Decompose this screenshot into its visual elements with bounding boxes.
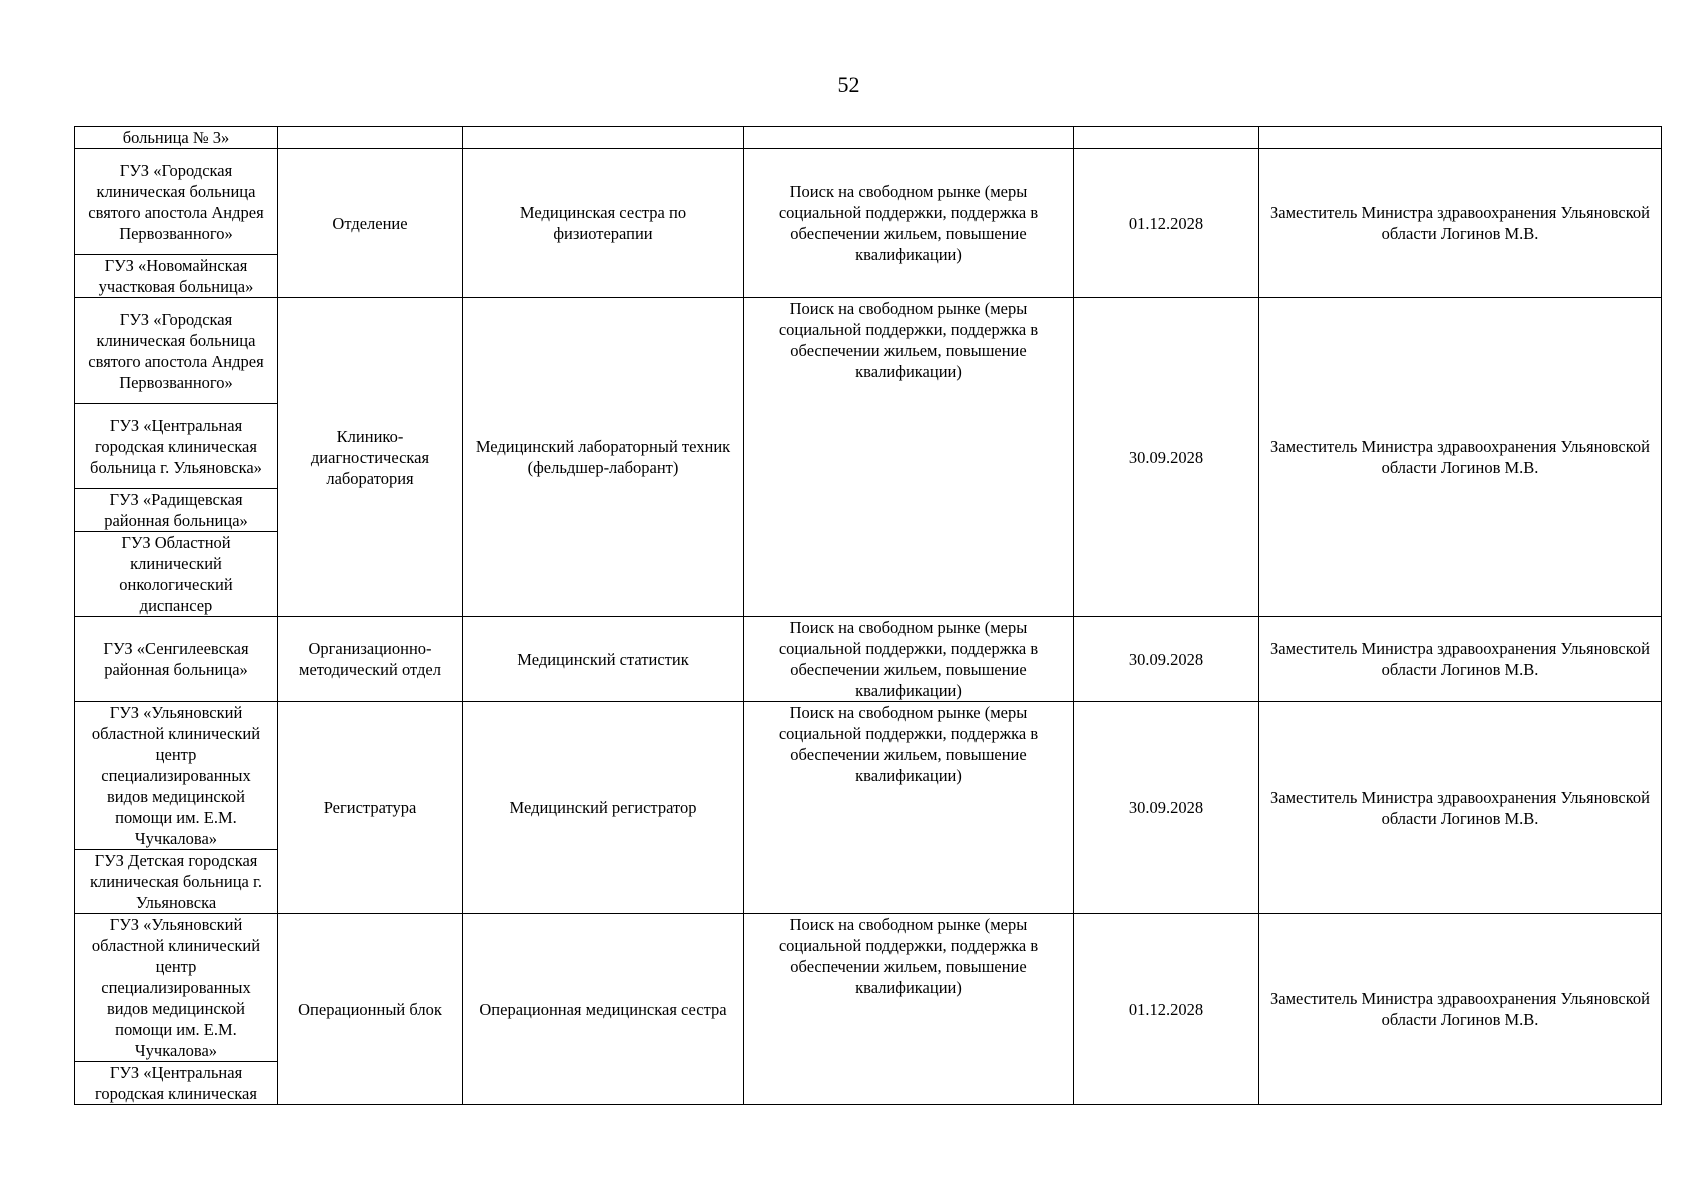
- org-cell: ГУЗ «Городская клиническая больница святого апостола Андрея Первозванного»: [75, 149, 278, 255]
- workforce-table: [74, 126, 1662, 1105]
- responsible-cell: Заместитель Министра здравоохранения Ульяновской области Логинов М.В.: [1259, 702, 1662, 914]
- measures-cell: Поиск на свободном рынке (меры социальной поддержки, поддержка в обеспечении жильем, повышение квалификации): [744, 298, 1074, 617]
- unit-cell: Организационно-методический отдел: [278, 617, 463, 702]
- org-cell: ГУЗ Детская городская клиническая больница г. Ульяновска: [75, 850, 278, 914]
- unit-cell: Отделение: [278, 149, 463, 298]
- date-cell: 01.12.2028: [1074, 914, 1259, 1105]
- date-cell: 30.09.2028: [1074, 298, 1259, 617]
- date-cell: [1074, 127, 1259, 149]
- table-row: [75, 617, 1662, 702]
- unit-cell: Клинико-диагностическая лаборатория: [278, 298, 463, 617]
- page-number: 52: [837, 72, 860, 97]
- table-row: [75, 914, 1662, 1062]
- measures-cell: Поиск на свободном рынке (меры социальной поддержки, поддержка в обеспечении жильем, повышение квалификации): [744, 149, 1074, 298]
- responsible-cell: Заместитель Министра здравоохранения Ульяновской области Логинов М.В.: [1259, 149, 1662, 298]
- position-cell: Операционная медицинская сестра: [463, 914, 744, 1105]
- table-row-carry: [75, 127, 1662, 149]
- position-cell: Медицинский регистратор: [463, 702, 744, 914]
- org-cell: ГУЗ «Сенгилеевская районная больница»: [75, 617, 278, 702]
- position-cell: Медицинский лабораторный техник (фельдшер-лаборант): [463, 298, 744, 617]
- org-cell: ГУЗ «Центральная городская клиническая: [75, 1062, 278, 1105]
- position-cell: Медицинский статистик: [463, 617, 744, 702]
- measures-cell: [744, 127, 1074, 149]
- measures-cell: Поиск на свободном рынке (меры социальной поддержки, поддержка в обеспечении жильем, повышение квалификации): [744, 702, 1074, 914]
- measures-cell: Поиск на свободном рынке (меры социальной поддержки, поддержка в обеспечении жильем, повышение квалификации): [744, 617, 1074, 702]
- org-cell: ГУЗ «Ульяновский областной клинический центр специализированных видов медицинской помощи им. Е.М. Чучкалова»: [75, 914, 278, 1062]
- responsible-cell: Заместитель Министра здравоохранения Ульяновской области Логинов М.В.: [1259, 617, 1662, 702]
- org-cell: ГУЗ Областной клинический онкологический диспансер: [75, 532, 278, 617]
- date-cell: 01.12.2028: [1074, 149, 1259, 298]
- table-row: [75, 149, 1662, 255]
- unit-cell: [278, 127, 463, 149]
- position-cell: [463, 127, 744, 149]
- date-cell: 30.09.2028: [1074, 617, 1259, 702]
- responsible-cell: Заместитель Министра здравоохранения Ульяновской области Логинов М.В.: [1259, 914, 1662, 1105]
- unit-cell: Регистратура: [278, 702, 463, 914]
- position-cell: Медицинская сестра по физиотерапии: [463, 149, 744, 298]
- org-cell: ГУЗ «Центральная городская клиническая больница г. Ульяновска»: [75, 404, 278, 489]
- measures-cell: Поиск на свободном рынке (меры социальной поддержки, поддержка в обеспечении жильем, повышение квалификации): [744, 914, 1074, 1105]
- table-row: [75, 298, 1662, 404]
- date-cell: 30.09.2028: [1074, 702, 1259, 914]
- org-cell: ГУЗ «Новомайнская участковая больница»: [75, 255, 278, 298]
- org-cell: ГУЗ «Ульяновский областной клинический центр специализированных видов медицинской помощи им. Е.М. Чучкалова»: [75, 702, 278, 850]
- org-cell: ГУЗ «Городская клиническая больница святого апостола Андрея Первозванного»: [75, 298, 278, 404]
- responsible-cell: Заместитель Министра здравоохранения Ульяновской области Логинов М.В.: [1259, 298, 1662, 617]
- org-cell: ГУЗ «Радищевская районная больница»: [75, 489, 278, 532]
- table-row: [75, 702, 1662, 850]
- unit-cell: Операционный блок: [278, 914, 463, 1105]
- responsible-cell: [1259, 127, 1662, 149]
- org-cell: больница № 3»: [75, 127, 278, 149]
